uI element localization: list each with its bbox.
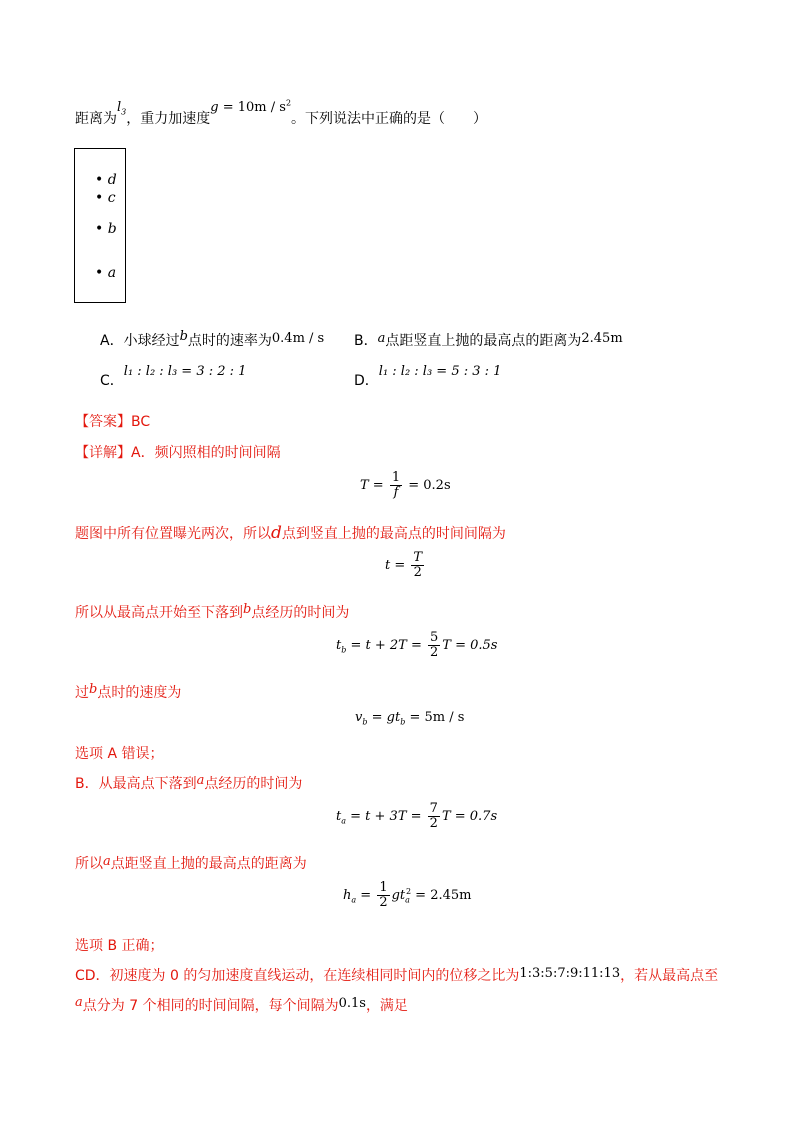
gravity-value: $g = 10m / s^2$ (210, 98, 292, 115)
detail-line-3: 所以从最高点开始至下落到b点经历的时间为 (75, 602, 350, 621)
question-text-3: 。下列说法中正确的是（ ） (291, 111, 488, 127)
equation-4: $v_b = gt_b = 5m / s$ (355, 710, 465, 727)
equation-3: $t_b = t + 2T$ = $\frac{5}{2}$ T = 0.5s (336, 630, 498, 660)
equation-2: t = $\frac{T}{2}$ (385, 550, 423, 580)
equation-1: T = $\frac{1}{f}$ = 0.2s (360, 470, 451, 500)
detail-line-10: a点分为 7 个相同的时间间隔，每个间隔为0.1s，满足 (75, 995, 408, 1014)
point-d: • d (95, 172, 117, 188)
question-text-1: 距离为 (75, 111, 117, 127)
detail-line-9: CD．初速度为 0 的匀加速度直线运动，在连续相同时间内的位移之比为1:3:5:7:9:11:13，若从最高点至 (75, 966, 719, 984)
option-c: C．l₁ : l₂ : l₃ = 3 : 2 : 1 (100, 364, 247, 389)
detail-line-6: B．从最高点下落到a点经历的时间为 (75, 773, 303, 792)
detail-line-7: 所以a点距竖直上抛的最高点的距离为 (75, 854, 307, 872)
point-b: • b (95, 221, 117, 237)
detail-line-8: 选项 B 正确； (75, 938, 164, 954)
detail-line-5: 选项 A 错误； (75, 746, 164, 762)
point-c: • c (95, 190, 116, 206)
option-d: D．l₁ : l₂ : l₃ = 5 : 3 : 1 (354, 364, 502, 389)
detail-line-2: 题图中所有位置曝光两次，所以d点到竖直上抛的最高点的时间间隔为 (75, 523, 506, 543)
var-l3: $l_3$ (117, 100, 127, 117)
equation-6: $h_a$ = $\frac{1}{2}$ $gt_a^2 = 2.45m$ (343, 880, 472, 910)
option-b: B．a点距竖直上抛的最高点的距离为2.45m (354, 331, 623, 349)
question-line (75, 98, 488, 129)
figure-box (74, 148, 126, 303)
answer-line: 【答案】BC (75, 414, 151, 430)
point-a: • a (95, 265, 117, 281)
option-a: A．小球经过b点时的速率为0.4m / s (100, 329, 325, 349)
equation-5: $t_a = t + 3T$ = $\frac{7}{2}$ T = 0.7s (336, 801, 498, 831)
question-text-2: ，重力加速度 (126, 111, 211, 127)
detail-line-4: 过b点时的速度为 (75, 682, 182, 701)
detail-line-1: 【详解】A．频闪照相的时间间隔 (75, 445, 281, 461)
